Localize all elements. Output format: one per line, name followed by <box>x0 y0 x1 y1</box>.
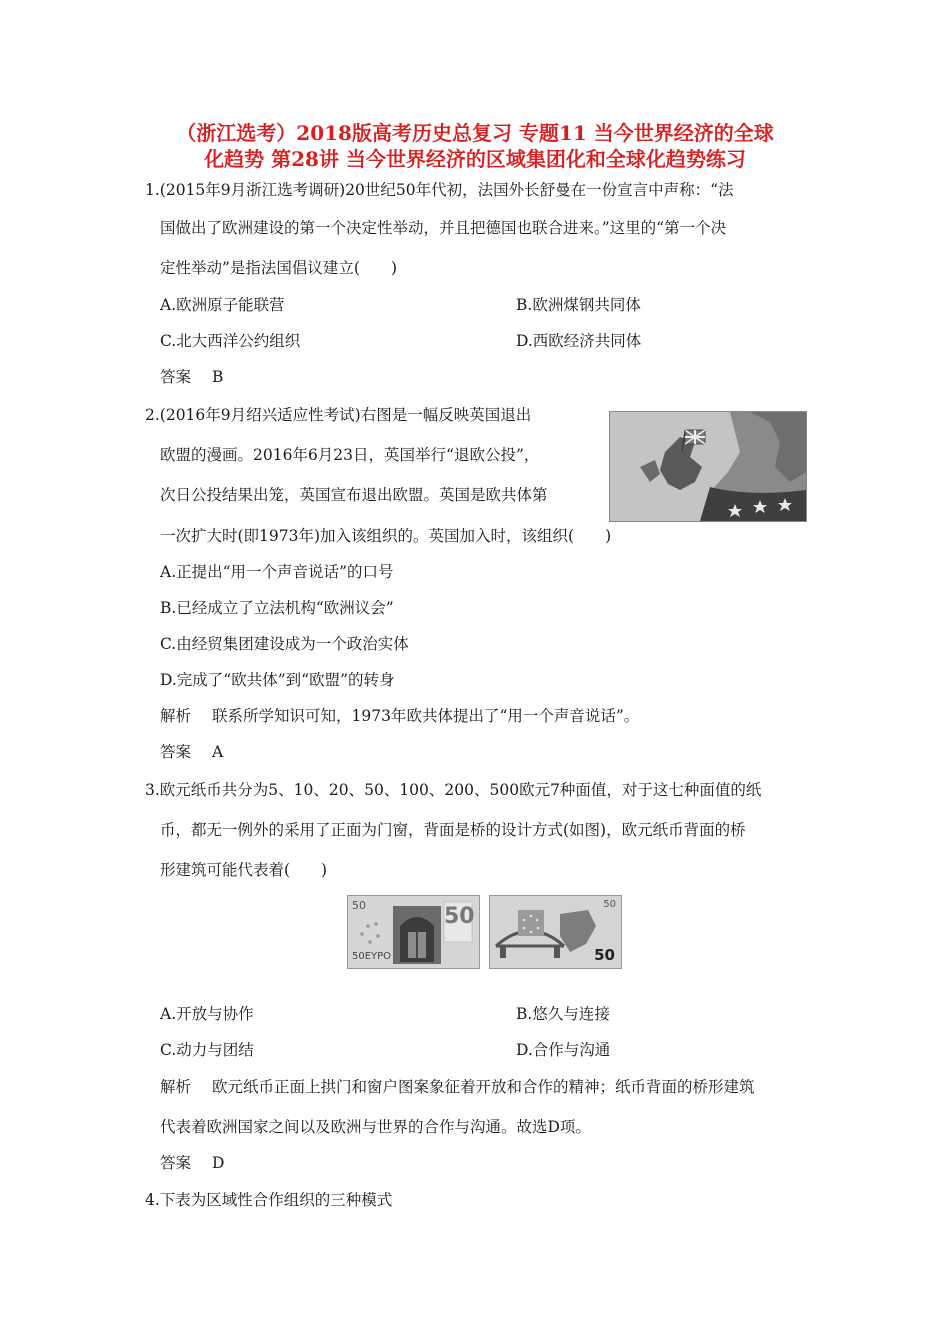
document-title <box>120 120 830 172</box>
title-line-2: 化趋势 第28讲 当今世界经济的区域集团化和全球化趋势练习 <box>204 147 746 171</box>
q3-analysis-line-2: 代表着欧洲国家之间以及欧洲与世界的合作与沟通。故选D项。 <box>160 1118 591 1136</box>
q3-option-a: A.开放与协作 <box>160 1005 254 1023</box>
q2-analysis <box>160 706 639 726</box>
q1-option-a: A.欧洲原子能联营 <box>160 296 285 314</box>
q1-answer <box>160 367 223 387</box>
q3-stem-line-3: 形建筑可能代表着( ) <box>160 861 328 879</box>
q1-stem-line-3: 定性举动”是指法国倡议建立( ) <box>160 259 398 277</box>
q3-option-b: B.悠久与连接 <box>516 1005 610 1023</box>
q1-option-d: D.西欧经济共同体 <box>516 332 642 350</box>
q2-stem-line-3: 次日公投结果出笼，英国宣布退出欧盟。英国是欧共体第 <box>160 486 548 504</box>
q1-answer-value: B <box>212 368 224 386</box>
q4-stem-line-1: 4.下表为区域性合作组织的三种模式 <box>145 1191 393 1209</box>
q2-answer-value: A <box>212 743 224 761</box>
q2-option-d: D.完成了“欧共体”到“欧盟”的转身 <box>160 671 395 689</box>
brexit-cartoon-drawing <box>610 412 806 521</box>
q3-analysis-line-1 <box>160 1077 755 1097</box>
q1-option-c: C.北大西洋公约组织 <box>160 332 301 350</box>
euro-front-bottom-text: 50EYPO <box>352 951 392 962</box>
euro-back-denomination-large: 50 <box>594 946 615 964</box>
q3-stem-line-2: 币，都无一例外的采用了正面为门窗，背面是桥的设计方式(如图)，欧元纸币背面的桥 <box>160 821 746 839</box>
q3-option-c: C.动力与团结 <box>160 1041 254 1059</box>
q2-stem-line-1: 2.(2016年9月绍兴适应性考试)右图是一幅反映英国退出 <box>145 406 532 424</box>
q2-answer <box>160 742 223 762</box>
q2-option-a: A.正提出“用一个声音说话”的口号 <box>160 563 394 581</box>
q2-option-b: B.已经成立了立法机构“欧洲议会” <box>160 599 394 617</box>
title-line-1: （浙江选考）2018版高考历史总复习 专题11 当今世界经济的全球 <box>176 121 774 145</box>
q2-option-c: C.由经贸集团建设成为一个政治实体 <box>160 635 409 653</box>
q2-analysis-label: 解析 <box>160 707 192 725</box>
q3-stem-line-1: 3.欧元纸币共分为5、10、20、50、100、200、500欧元7种面值，对于这七种面值的纸 <box>145 781 762 799</box>
q3-answer <box>160 1153 224 1173</box>
euro-front-denomination-large: 50 <box>444 904 475 929</box>
q3-analysis-text-1: 欧元纸币正面上拱门和窗户图案象征着开放和合作的精神；纸币背面的桥形建筑 <box>212 1078 755 1096</box>
q3-answer-value: D <box>212 1154 225 1172</box>
q2-analysis-text: 联系所学知识可知，1973年欧共体提出了“用一个声音说话”。 <box>212 707 640 725</box>
euro-front-denomination-top: 50 <box>352 899 366 912</box>
q2-stem-line-4: 一次扩大时(即1973年)加入该组织的。英国加入时，该组织( ) <box>160 527 612 545</box>
q1-stem-line-1: 1.(2015年9月浙江选考调研)20世纪50年代初，法国外长舒曼在一份宣言中声称：“法 <box>145 181 734 199</box>
euro-note-back-image <box>489 895 622 969</box>
q1-answer-label: 答案 <box>160 368 192 386</box>
euro-back-denomination-top: 50 <box>603 899 616 910</box>
q3-option-d: D.合作与沟通 <box>516 1041 611 1059</box>
q3-analysis-label: 解析 <box>160 1078 192 1096</box>
brexit-cartoon-image <box>609 411 807 522</box>
euro-note-front-image <box>347 895 480 969</box>
q2-stem-line-2: 欧盟的漫画。2016年6月23日，英国举行“退欧公投”， <box>160 446 540 464</box>
q2-answer-label: 答案 <box>160 743 192 761</box>
q1-option-b: B.欧洲煤钢共同体 <box>516 296 641 314</box>
q1-stem-line-2: 国做出了欧洲建设的第一个决定性举动，并且把德国也联合进来。”这里的“第一个决 <box>160 219 727 237</box>
q3-answer-label: 答案 <box>160 1154 192 1172</box>
